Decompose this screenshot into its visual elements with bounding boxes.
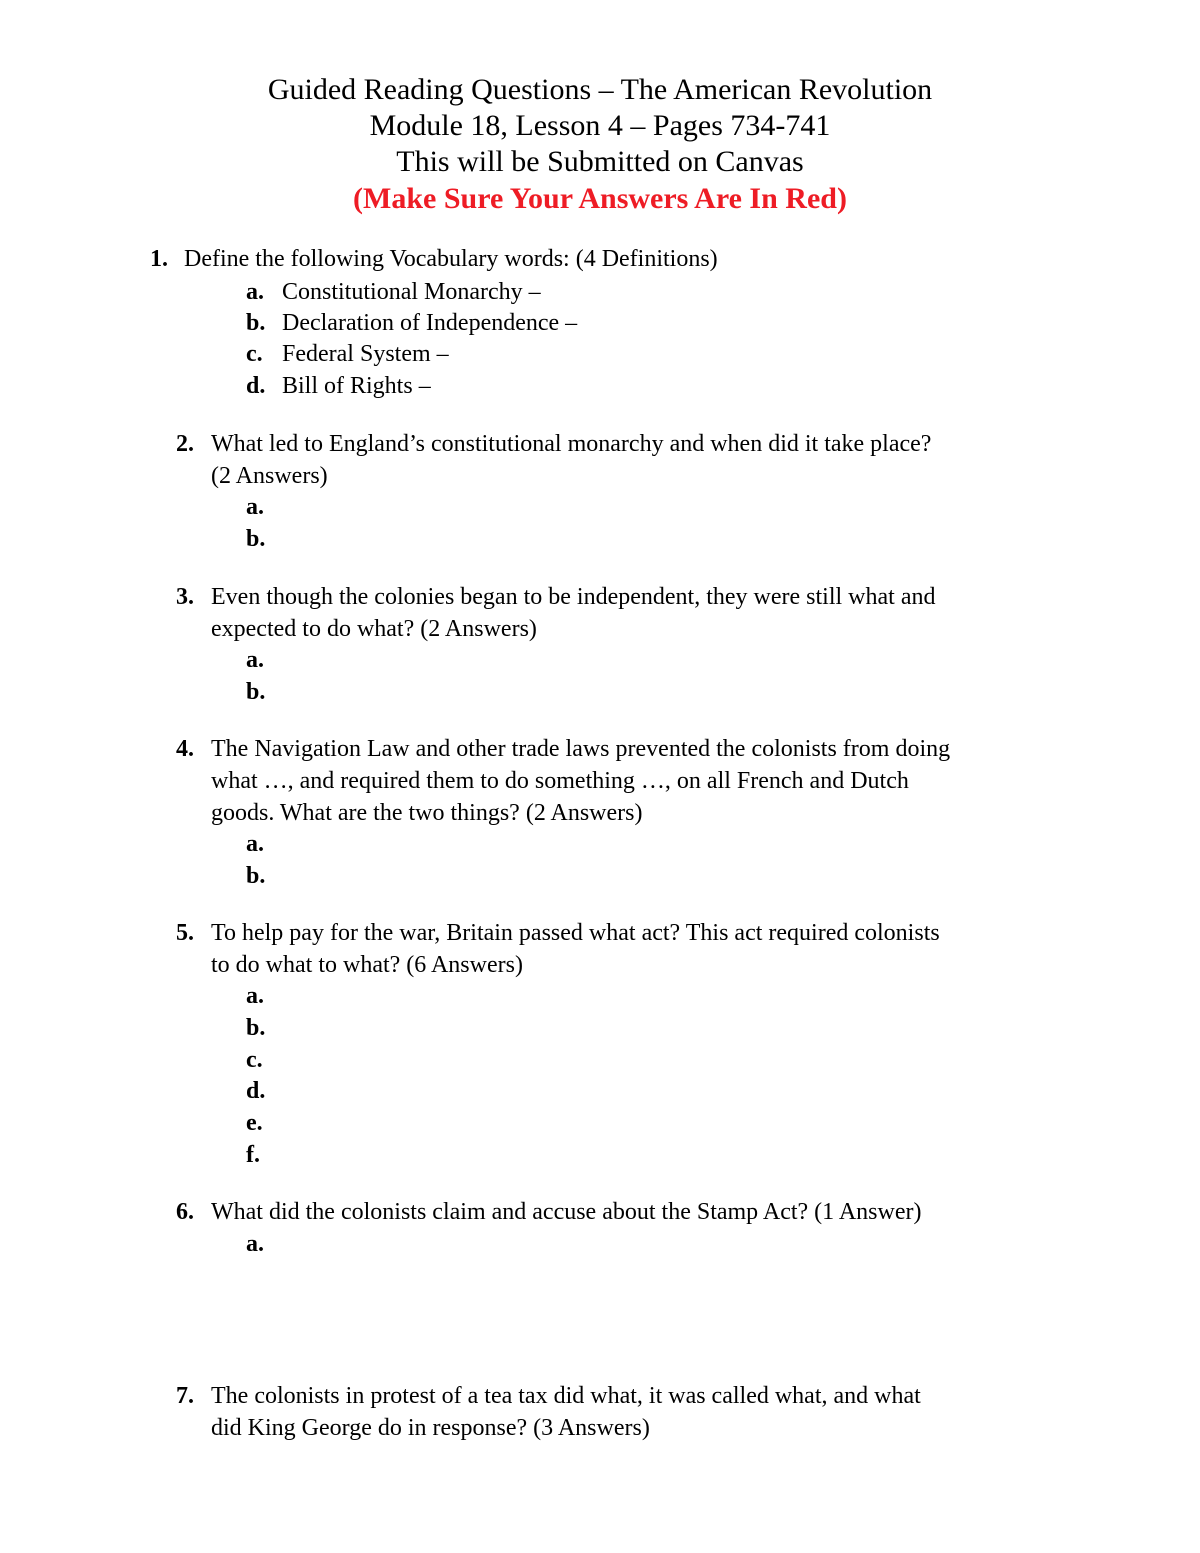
question-text-line: To help pay for the war, Britain passed what act? This act required colonists: [211, 920, 940, 946]
question-5: [0, 917, 1200, 981]
question-number: 6.: [176, 1199, 194, 1225]
question-text-line: what …, and required them to do something …, on all French and Dutch: [211, 768, 909, 794]
answer-item: [246, 338, 1046, 370]
answer-letter: a.: [246, 831, 264, 857]
red-answers-instruction: (Make Sure Your Answers Are In Red): [353, 182, 847, 215]
question-number: 1.: [150, 246, 168, 272]
answer-item: [246, 523, 1046, 555]
answer-letter: a.: [246, 494, 264, 520]
answer-letter: b.: [246, 310, 266, 336]
question-1: [0, 243, 1200, 275]
answer-letter: d.: [246, 1078, 266, 1104]
question-text-line: Define the following Vocabulary words: (4 Definitions): [184, 246, 718, 272]
answer-item: [246, 644, 1046, 676]
answer-letter: a.: [246, 1231, 264, 1257]
question-text-line: What did the colonists claim and accuse about the Stamp Act? (1 Answer): [211, 1199, 922, 1225]
answer-item: [246, 828, 1046, 860]
answer-item: [246, 1107, 1046, 1139]
answer-letter: a.: [246, 279, 264, 305]
answer-letter: b.: [246, 526, 266, 552]
question-2: [0, 428, 1200, 492]
answer-letter: f.: [246, 1142, 260, 1168]
document-title: Guided Reading Questions – The American Revolution: [267, 73, 933, 106]
question-number: 7.: [176, 1383, 194, 1409]
answer-letter: b.: [246, 1015, 266, 1041]
answer-item: [246, 676, 1046, 708]
answer-letter: b.: [246, 679, 266, 705]
answer-item: [246, 307, 1046, 339]
vocabulary-term: Declaration of Independence –: [282, 310, 578, 336]
answer-letter: e.: [246, 1110, 263, 1136]
document-header: [0, 72, 1200, 218]
question-3: [0, 581, 1200, 645]
answer-item: [246, 1075, 1046, 1107]
question-6: [0, 1196, 1200, 1228]
answer-letter: d.: [246, 373, 266, 399]
question-4: [0, 733, 1200, 829]
question-text-line: goods. What are the two things? (2 Answers): [211, 800, 643, 826]
vocabulary-term: Federal System –: [282, 341, 449, 367]
question-text-line: Even though the colonies began to be independent, they were still what and: [211, 584, 936, 610]
answer-letter: a.: [246, 983, 264, 1009]
answer-item: [246, 1228, 1046, 1260]
answer-letter: a.: [246, 647, 264, 673]
answer-item: [246, 1139, 1046, 1171]
vocabulary-term: Constitutional Monarchy –: [282, 279, 541, 305]
answer-item: [246, 980, 1046, 1012]
submission-note: This will be Submitted on Canvas: [396, 145, 804, 178]
question-text-line: (2 Answers): [211, 463, 328, 489]
answer-item: [246, 1044, 1046, 1076]
question-7: [0, 1380, 1200, 1444]
question-text-line: The Navigation Law and other trade laws prevented the colonists from doing: [211, 736, 951, 762]
question-text-line: What led to England’s constitutional monarchy and when did it take place?: [211, 431, 932, 457]
question-number: 5.: [176, 920, 194, 946]
module-lesson-line: Module 18, Lesson 4 – Pages 734-741: [369, 109, 831, 142]
answer-letter: b.: [246, 863, 266, 889]
question-text-line: The colonists in protest of a tea tax did what, it was called what, and what: [211, 1383, 921, 1409]
answer-item: [246, 370, 1046, 402]
answer-letter: c.: [246, 341, 263, 367]
question-number: 2.: [176, 431, 194, 457]
question-number: 3.: [176, 584, 194, 610]
question-text-line: to do what to what? (6 Answers): [211, 952, 523, 978]
answer-item: [246, 491, 1046, 523]
question-text-line: did King George do in response? (3 Answers): [211, 1415, 650, 1441]
vocabulary-term: Bill of Rights –: [282, 373, 431, 399]
answer-item: [246, 1012, 1046, 1044]
answer-item: [246, 860, 1046, 892]
answer-item: [246, 276, 1046, 308]
question-text-line: expected to do what? (2 Answers): [211, 616, 537, 642]
answer-letter: c.: [246, 1047, 263, 1073]
question-number: 4.: [176, 736, 194, 762]
